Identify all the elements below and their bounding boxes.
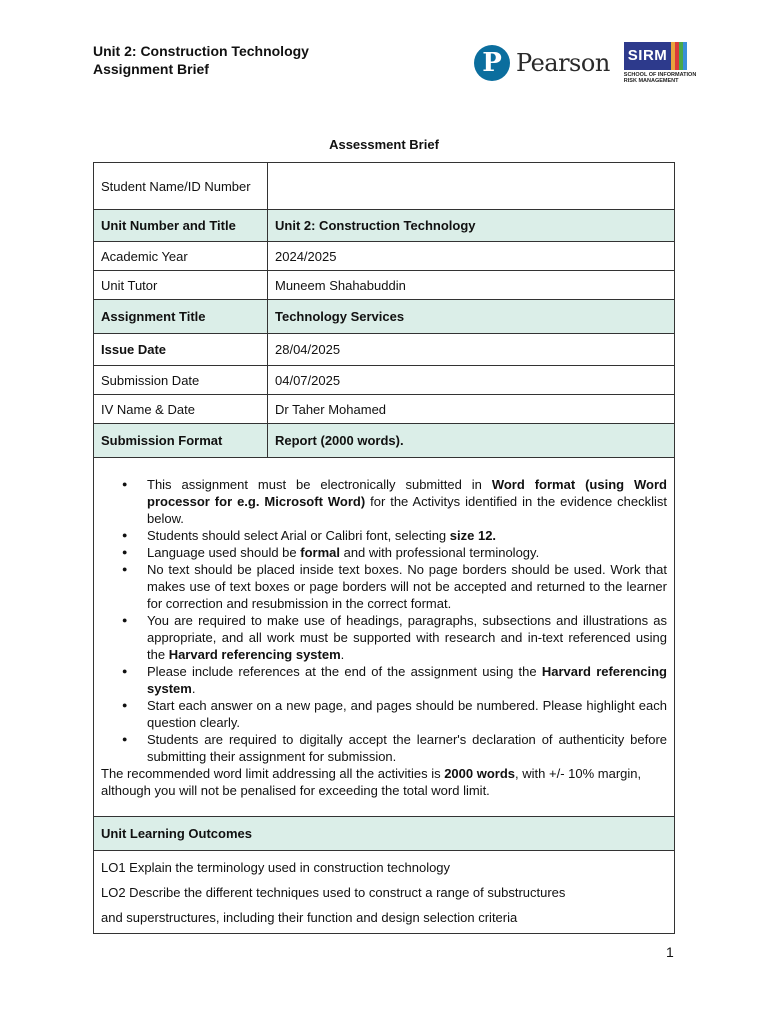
word-limit-note: The recommended word limit addressing all the activities is 2000 words, with +/- 10% margin, although you will not be penalised for exceeding the total word limit.	[101, 765, 642, 798]
table-row	[94, 163, 675, 210]
table-row	[94, 366, 675, 395]
pearson-logo	[474, 45, 610, 81]
logo-area	[474, 42, 702, 84]
table-row	[94, 242, 675, 271]
row-value: Technology Services	[268, 300, 675, 334]
list-item: ● Students are required to digitally accept the learner's declaration of authenticity before submitting their assignment for submission.	[147, 731, 667, 765]
table-row	[94, 271, 675, 300]
row-label: IV Name & Date	[94, 395, 268, 424]
row-label: Assignment Title	[94, 300, 268, 334]
table-row	[94, 334, 675, 366]
row-value: Muneem Shahabuddin	[268, 271, 675, 300]
sirm-tagline: SCHOOL OF INFORMATION RISK MANAGEMENT	[623, 72, 697, 84]
pearson-mark-icon: P	[474, 45, 510, 81]
row-label: Unit Tutor	[94, 271, 268, 300]
learning-outcome: LO1 Explain the terminology used in construction technology	[101, 859, 451, 875]
document-header	[93, 42, 309, 78]
page-title: Assessment Brief	[329, 137, 439, 152]
row-label: Issue Date	[94, 334, 268, 366]
list-item: ● Language used should be formal and with professional terminology.	[147, 544, 667, 561]
pearson-wordmark: Pearson	[516, 49, 610, 77]
learning-outcomes-heading: Unit Learning Outcomes	[94, 817, 675, 851]
list-item: ● Students should select Arial or Calibri font, selecting size 12.	[147, 527, 667, 544]
list-item: ● You are required to make use of headings, paragraphs, subsections and illustrations as appropriate, and all work must be supported with research and in-text referenced using the Harvard referencing system.	[147, 612, 667, 663]
sirm-logo	[624, 42, 702, 84]
row-value: Report (2000 words).	[268, 424, 675, 458]
row-label: Submission Format	[94, 424, 268, 458]
unit-heading: Unit 2: Construction Technology	[93, 43, 309, 59]
table-row	[94, 210, 675, 242]
list-item: ● This assignment must be electronically submitted in Word format (using Word processor for e.g. Microsoft Word) for the Activitys identified in the evidence checklist below.	[147, 476, 667, 527]
doc-type-heading: Assignment Brief	[93, 61, 209, 77]
learning-outcome: and superstructures, including their function and design selection criteria	[101, 909, 518, 925]
table-row	[94, 817, 675, 851]
guidelines-list	[101, 476, 667, 765]
table-row	[94, 395, 675, 424]
assessment-brief-table	[93, 162, 675, 934]
row-value: Unit 2: Construction Technology	[268, 210, 675, 242]
table-row	[94, 424, 675, 458]
row-value	[268, 163, 675, 210]
list-item: ● No text should be placed inside text boxes. No page borders should be used. Work that makes use of text boxes or page borders will not be accepted and returned to the learner for correction and resubmission in the correct format.	[147, 561, 667, 612]
sirm-wordmark: SIRM	[624, 42, 672, 70]
row-label: Academic Year	[94, 242, 268, 271]
row-value: 2024/2025	[268, 242, 675, 271]
table-row	[94, 851, 675, 934]
list-item: ● Please include references at the end of the assignment using the Harvard referencing system.	[147, 663, 667, 697]
row-value: 04/07/2025	[268, 366, 675, 395]
learning-outcomes-list	[94, 851, 675, 934]
row-label: Student Name/ID Number	[94, 163, 268, 210]
page-number: 1	[666, 944, 674, 960]
submission-guidelines	[94, 458, 675, 817]
learning-outcome: LO2 Describe the different techniques used to construct a range of substructures	[101, 884, 566, 900]
row-label: Unit Number and Title	[94, 210, 268, 242]
row-value: Dr Taher Mohamed	[268, 395, 675, 424]
list-item: ● Start each answer on a new page, and pages should be numbered. Please highlight each question clearly.	[147, 697, 667, 731]
row-label: Submission Date	[94, 366, 268, 395]
sirm-color-bars-icon	[671, 42, 687, 70]
table-row	[94, 300, 675, 334]
table-row	[94, 458, 675, 817]
row-value: 28/04/2025	[268, 334, 675, 366]
